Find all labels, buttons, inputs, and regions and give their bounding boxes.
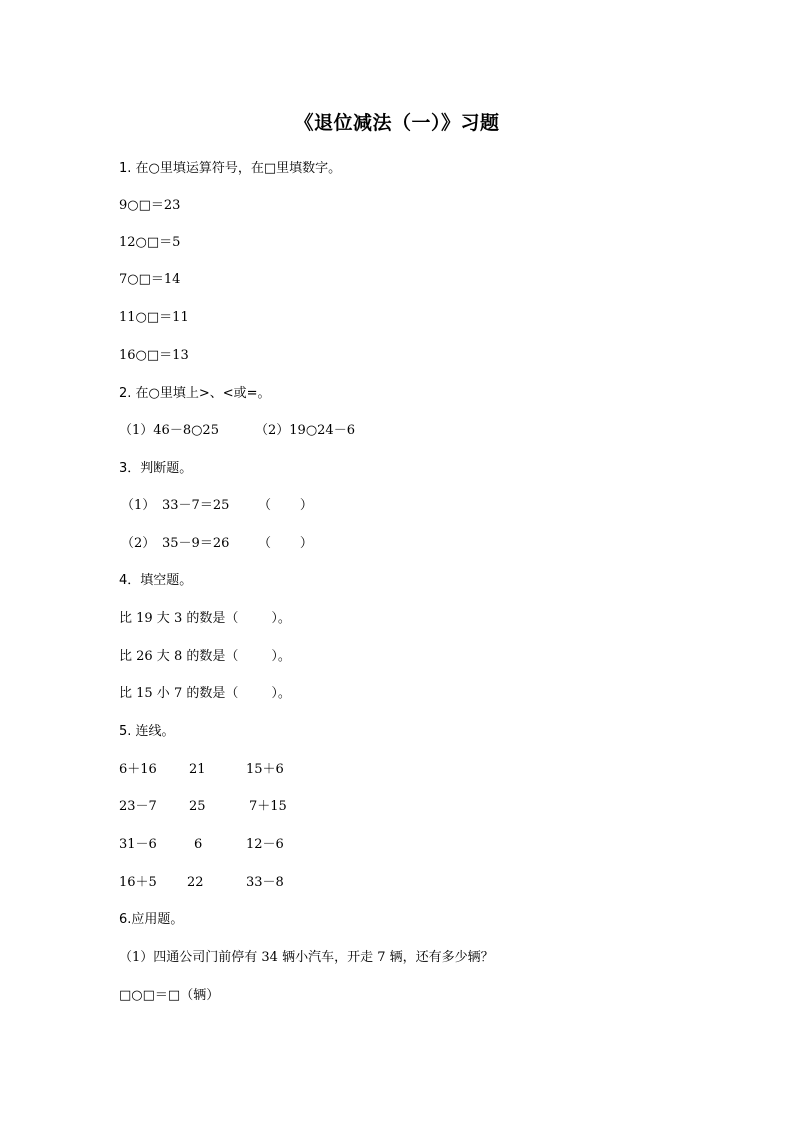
q3-heading: 3．判断题。 [119, 461, 193, 476]
q3-item-expr: 33－7＝25 [162, 498, 230, 513]
q2-item: （2）19○24－6 [255, 423, 355, 438]
q1-heading: 1. 在○里填运算符号，在□里填数字。 [119, 161, 342, 176]
q5-middle-number: 6 [194, 837, 203, 852]
q6-answer-template: □○□＝□（辆） [119, 988, 220, 1003]
q5-left-expr: 31－6 [119, 837, 157, 852]
q4-item: 比 19 大 3 的数是（ ）。 [119, 611, 291, 626]
q5-right-expr: 15＋6 [246, 762, 284, 777]
q2-heading: 2. 在○里填上>、<或=。 [119, 386, 271, 401]
q5-right-expr: 33－8 [246, 875, 284, 890]
q4-heading: 4．填空题。 [119, 573, 193, 588]
q5-left-expr: 23－7 [119, 799, 157, 814]
q5-middle-number: 25 [189, 799, 206, 814]
q2-item: （1）46－8○25 [119, 423, 219, 438]
q3-item-blank: （ ） [258, 536, 313, 551]
q1-item: 9○□＝23 [119, 198, 181, 213]
q1-item: 7○□＝14 [119, 272, 181, 287]
q5-right-expr: 7＋15 [249, 799, 287, 814]
q1-item: 11○□＝11 [119, 310, 189, 325]
q5-left-expr: 16＋5 [119, 875, 157, 890]
q6-problem: （1）四通公司门前停有 34 辆小汽车，开走 7 辆，还有多少辆？ [119, 950, 494, 965]
q4-item: 比 15 小 7 的数是（ ）。 [119, 686, 291, 701]
q1-item: 16○□＝13 [119, 348, 189, 363]
q5-middle-number: 21 [189, 762, 206, 777]
q5-left-expr: 6＋16 [119, 762, 157, 777]
q4-item: 比 26 大 8 的数是（ ）。 [119, 649, 291, 664]
q1-item: 12○□＝5 [119, 235, 181, 250]
q3-item-expr: 35－9＝26 [162, 536, 230, 551]
page-title: 《退位减法（一）》习题 [294, 112, 500, 134]
q3-item-label: （1） [121, 498, 156, 513]
q3-item-label: （2） [121, 536, 156, 551]
q5-middle-number: 22 [187, 875, 204, 890]
q3-item-blank: （ ） [258, 498, 313, 513]
q5-right-expr: 12－6 [246, 837, 284, 852]
q5-heading: 5. 连线。 [119, 724, 175, 739]
q6-heading: 6.应用题。 [119, 912, 184, 927]
